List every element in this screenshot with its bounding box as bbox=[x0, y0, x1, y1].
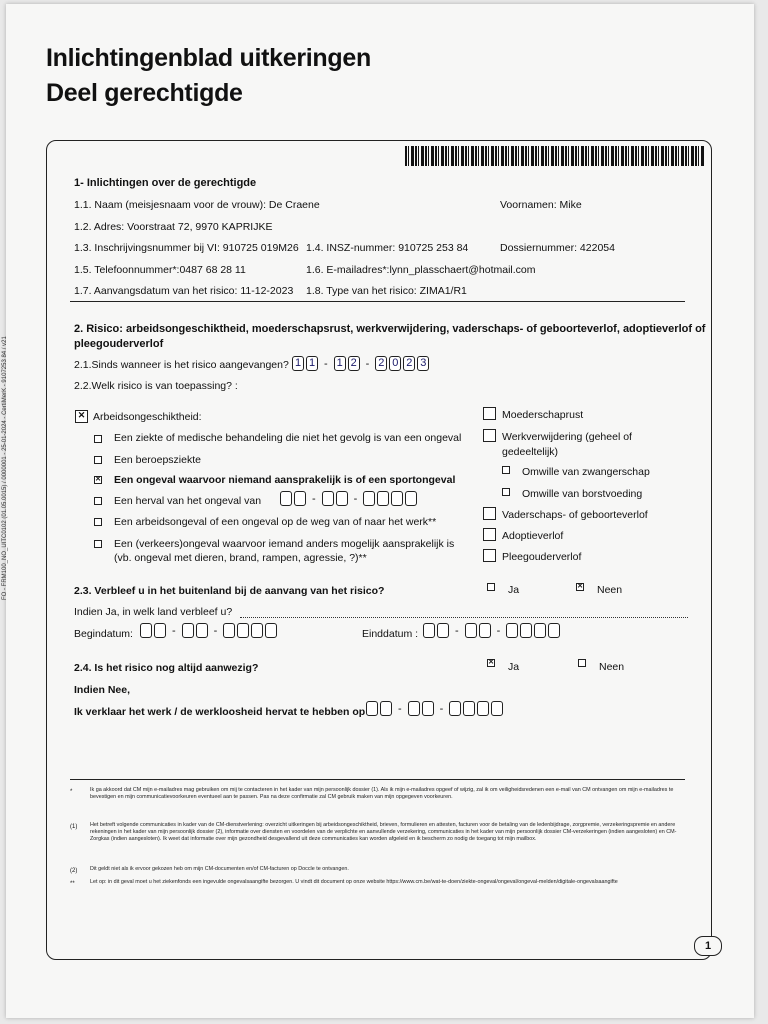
date-digit[interactable] bbox=[479, 623, 491, 638]
label-adoptieverlof: Adoptieverlof bbox=[502, 530, 564, 542]
field-type: 1.8. Type van het risico: ZIMA1/R1 bbox=[306, 285, 467, 297]
date-digit[interactable]: 1 bbox=[334, 356, 346, 371]
label-herval: Een herval van het ongeval van bbox=[114, 495, 262, 507]
begindatum-field[interactable]: - - bbox=[140, 623, 277, 638]
date-digit[interactable]: 3 bbox=[417, 356, 429, 371]
label-vaderschapsverlof: Vaderschaps- of geboorteverlof bbox=[502, 509, 648, 521]
herval-date-field[interactable]: - - bbox=[280, 491, 417, 506]
checkbox-ziekte[interactable] bbox=[94, 435, 102, 443]
section1-heading: 1- Inlichtingen over de gerechtigde bbox=[74, 177, 257, 189]
date-digit[interactable] bbox=[449, 701, 461, 716]
indien-nee-label: Indien Nee, bbox=[74, 684, 131, 696]
einddatum-field[interactable]: - - bbox=[423, 623, 560, 638]
footnote-marker: ** bbox=[70, 881, 75, 887]
label-werkverwijdering: Werkverwijdering (geheel of bbox=[502, 431, 632, 443]
footnote-divider bbox=[70, 779, 685, 780]
label-q24-ja: Ja bbox=[508, 661, 520, 673]
footnote-double-star: Let op: in dit geval moet u het ziekenfonds een ingevulde ongevalsaangifte bezorgen. U vindt dit document op onze website https://www.cm.be/wat-te-doen/ziekte-ongeval/ongeval/ongeval-melden/digitale-ongevalsaangifte bbox=[90, 879, 618, 885]
label-borstvoeding: Omwille van borstvoeding bbox=[522, 488, 643, 500]
indien-ja-label: Indien Ja, in welk land verbleef u? bbox=[74, 606, 233, 618]
q21-date-field[interactable]: 1 1 - 1 2 - 2 0 2 3 bbox=[292, 356, 429, 371]
date-digit[interactable] bbox=[548, 623, 560, 638]
checkbox-beroepsziekte[interactable] bbox=[94, 456, 102, 464]
land-input-line[interactable] bbox=[240, 617, 688, 618]
date-digit[interactable] bbox=[154, 623, 166, 638]
label-arbeidsongeschiktheid: Arbeidsongeschiktheid: bbox=[93, 411, 202, 423]
label-q24-neen: Neen bbox=[599, 661, 625, 673]
date-digit[interactable] bbox=[182, 623, 194, 638]
field-voornamen: Voornamen: Mike bbox=[500, 199, 582, 211]
label-q23-neen: Neen bbox=[597, 584, 623, 596]
hervat-date-field[interactable]: - - bbox=[366, 701, 503, 716]
footnote-marker: (1) bbox=[70, 824, 78, 830]
label-verkeersongeval: Een (verkeers)ongeval waarvoor iemand anders mogelijk aansprakelijk is bbox=[114, 538, 455, 550]
field-telefoon: 1.5. Telefoonnummer*:0487 68 28 11 bbox=[74, 264, 246, 276]
date-digit[interactable] bbox=[280, 491, 292, 506]
footnote-marker: * bbox=[70, 789, 73, 795]
label-werkverwijdering-cont: gedeeltelijk) bbox=[502, 446, 559, 458]
date-digit[interactable]: 0 bbox=[389, 356, 401, 371]
date-digit[interactable] bbox=[477, 701, 489, 716]
footnote-star: Ik ga akkoord dat CM mijn e-mailadres mag gebruiken om mij te contacteren in het kader van mijn persoonlijk dossier (1). Als ik mijn e-mailadres opgeef of wijzig, zal ik om veiligheidsredenen een e-mail van CM ontvangen om mijn e-mailadres te bevestigen en mijn communicatievoorkeuren eventueel aan te passen. Pas na deze confirmatie zal CM gebruik maken van mijn opgegeven voorkeuren. bbox=[90, 787, 674, 800]
checkbox-q23-ja[interactable] bbox=[487, 583, 495, 591]
date-digit[interactable] bbox=[422, 701, 434, 716]
date-digit[interactable] bbox=[520, 623, 532, 638]
field-dossier: Dossiernummer: 422054 bbox=[500, 242, 615, 254]
section2-heading: 2. Risico: arbeidsongeschiktheid, moederschapsrust, werkverwijdering, vaderschaps- of geboorteverlof, adoptieverlof of bbox=[74, 323, 706, 335]
checkbox-q23-neen[interactable] bbox=[576, 583, 584, 591]
label-beroepsziekte: Een beroepsziekte bbox=[114, 454, 201, 466]
q21-label: 2.1.Sinds wanneer is het risico aangevangen? bbox=[74, 359, 289, 371]
checkbox-q24-neen[interactable] bbox=[578, 659, 586, 667]
date-digit[interactable] bbox=[251, 623, 263, 638]
section2-heading-cont: pleegouderverlof bbox=[74, 338, 164, 350]
checkbox-borstvoeding[interactable] bbox=[502, 488, 510, 496]
field-aanvang: 1.7. Aanvangsdatum van het risico: 11-12-2023 bbox=[74, 285, 294, 297]
begindatum-label: Begindatum: bbox=[74, 628, 133, 640]
section-divider bbox=[70, 301, 685, 302]
date-digit[interactable] bbox=[322, 491, 334, 506]
side-reference-text: FO - FRM100_NO_UITC0102 (01.05.0015) / 0000001 - 25-01-2024 - CertiMerK - 9107253 84 / v21 bbox=[2, 336, 8, 600]
field-inschrijving: 1.3. Inschrijvingsnummer bij VI: 910725 019M26 bbox=[74, 242, 299, 254]
q22-label: 2.2.Welk risico is van toepassing? : bbox=[74, 380, 238, 392]
checkbox-moederschaprust[interactable] bbox=[483, 407, 496, 420]
label-q23-ja: Ja bbox=[508, 584, 520, 596]
date-digit[interactable] bbox=[140, 623, 152, 638]
date-digit[interactable] bbox=[380, 701, 392, 716]
label-moederschaprust: Moederschaprust bbox=[502, 409, 584, 421]
date-digit[interactable] bbox=[366, 701, 378, 716]
date-digit[interactable]: 1 bbox=[292, 356, 304, 371]
document-subtitle: Deel gerechtigde bbox=[46, 79, 243, 107]
footnote-1: Het betreft volgende communicaties in kader van de CM-dienstverlening: overzicht uitkeringen bij arbeidsongeschiktheid, brieven, formulieren en attesten, facturen voor de betaling van de ledenbijdrage, zorgpremie, verzekeringspremie en andere rekeningen in het kader van mijn persoonlijk dossier (2), informatie over diensten en voordelen van de verplichte en aanvullende verzekering, communicaties in het kader van mijn persoonlijk dossier CM-verzekeringen (indien aangesloten) en CM-Zorgkas (indien aangesloten). Ik weet dat informatie over mijn gezondheid desgevallend uit deze communicaties kan worden afgeleid en ik bescherm zo nodig de toegang tot mijn mailbox. bbox=[90, 822, 677, 842]
date-digit[interactable]: 2 bbox=[403, 356, 415, 371]
checkbox-zwangerschap[interactable] bbox=[502, 466, 510, 474]
checkbox-herval[interactable] bbox=[94, 497, 102, 505]
date-digit[interactable] bbox=[437, 623, 449, 638]
date-digit[interactable] bbox=[534, 623, 546, 638]
checkbox-arbeidsongeval[interactable] bbox=[94, 518, 102, 526]
field-adres: 1.2. Adres: Voorstraat 72, 9970 KAPRIJKE bbox=[74, 221, 273, 233]
date-digit[interactable] bbox=[506, 623, 518, 638]
date-digit[interactable] bbox=[237, 623, 249, 638]
checkbox-adoptieverlof[interactable] bbox=[483, 528, 496, 541]
label-zwangerschap: Omwille van zwangerschap bbox=[522, 466, 650, 478]
label-ongeval: Een ongeval waarvoor niemand aansprakelijk is of een sportongeval bbox=[114, 474, 456, 486]
date-digit[interactable] bbox=[405, 491, 417, 506]
date-digit[interactable] bbox=[423, 623, 435, 638]
label-pleegouderverlof: Pleegouderverlof bbox=[502, 551, 582, 563]
date-digit[interactable] bbox=[491, 701, 503, 716]
date-digit[interactable] bbox=[377, 491, 389, 506]
checkbox-pleegouderverlof[interactable] bbox=[483, 549, 496, 562]
label-verkeersongeval-cont: (vb. ongeval met dieren, brand, rampen, agressie, ?)** bbox=[114, 552, 367, 564]
field-insz: 1.4. INSZ-nummer: 910725 253 84 bbox=[306, 242, 469, 254]
document-title: Inlichtingenblad uitkeringen bbox=[46, 44, 371, 72]
date-digit[interactable] bbox=[408, 701, 420, 716]
barcode bbox=[405, 146, 705, 166]
checkbox-q24-ja[interactable] bbox=[487, 659, 495, 667]
label-arbeidsongeval: Een arbeidsongeval of een ongeval op de weg van of naar het werk** bbox=[114, 516, 437, 528]
date-digit[interactable] bbox=[265, 623, 277, 638]
date-digit[interactable] bbox=[223, 623, 235, 638]
date-digit[interactable] bbox=[363, 491, 375, 506]
date-digit[interactable]: 2 bbox=[375, 356, 387, 371]
einddatum-label: Einddatum : bbox=[362, 628, 419, 640]
verklaar-label: Ik verklaar het werk / de werkloosheid hervat te hebben op bbox=[74, 706, 366, 718]
q23-label: 2.3. Verbleef u in het buitenland bij de aanvang van het risico? bbox=[74, 585, 385, 597]
date-digit[interactable] bbox=[196, 623, 208, 638]
checkbox-vaderschapsverlof[interactable] bbox=[483, 507, 496, 520]
date-digit[interactable]: 1 bbox=[306, 356, 318, 371]
date-digit[interactable]: 2 bbox=[348, 356, 360, 371]
date-digit[interactable] bbox=[463, 701, 475, 716]
q24-label: 2.4. Is het risico nog altijd aanwezig? bbox=[74, 662, 259, 674]
label-ziekte: Een ziekte of medische behandeling die niet het gevolg is van een ongeval bbox=[114, 432, 462, 444]
date-digit[interactable] bbox=[391, 491, 403, 506]
date-digit[interactable] bbox=[465, 623, 477, 638]
checkbox-arbeidsongeschiktheid[interactable] bbox=[75, 410, 88, 423]
checkbox-ongeval[interactable] bbox=[94, 476, 102, 484]
checkbox-werkverwijdering[interactable] bbox=[483, 429, 496, 442]
date-digit[interactable] bbox=[294, 491, 306, 506]
checkbox-verkeersongeval[interactable] bbox=[94, 540, 102, 548]
date-digit[interactable] bbox=[336, 491, 348, 506]
footnote-2: Dit geldt niet als ik ervoor gekozen heb om mijn CM-documenten en/of CM-facturen op Doccle te ontvangen. bbox=[90, 866, 349, 872]
field-naam: 1.1. Naam (meisjesnaam voor de vrouw): De Craene bbox=[74, 199, 320, 211]
page-number: 1 bbox=[694, 936, 722, 956]
field-email: 1.6. E-mailadres*:lynn_plasschaert@hotmail.com bbox=[306, 264, 536, 276]
footnote-marker: (2) bbox=[70, 868, 78, 874]
